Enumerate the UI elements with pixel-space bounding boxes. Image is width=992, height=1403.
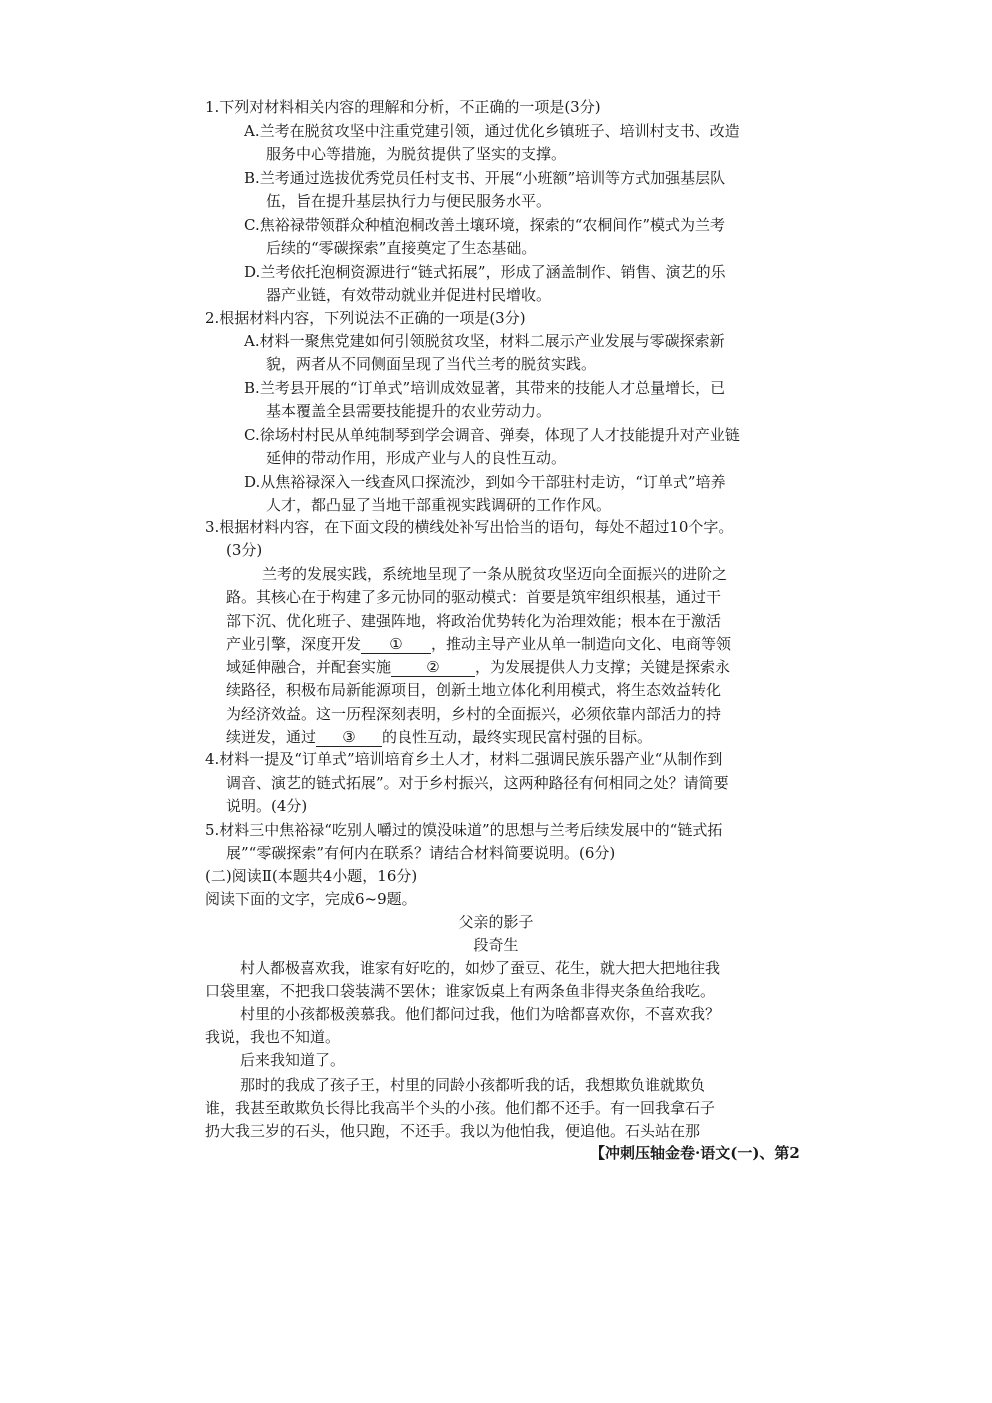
q1-option-b-line2: 伍，旨在提升基层执行力与便民服务水平。 (266, 192, 552, 210)
q1-option-b-line1: B.兰考通过选拔优秀党员任村支书、开展“小班额”培训等方式加强基层队 (244, 169, 726, 187)
q5-line1: 5.材料三中焦裕禄“吃别人嚼过的馍没味道”的思想与兰考后续发展中的“链式拓 (205, 821, 723, 839)
q4-line1: 4.材料一提及“订单式”培训培育乡土人才，材料二强调民族乐器产业“从制作到 (205, 750, 723, 768)
q3-passage-line7: 为经济效益。这一历程深刻表明，乡村的全面振兴，必须依靠内部活力的持 (226, 705, 722, 723)
q5-line2: 展”“零碳探索”有何内在联系？请结合材料简要说明。(6分) (226, 844, 616, 862)
q1-option-d-line2: 器产业链，有效带动就业并促进村民增收。 (266, 286, 552, 304)
q3-passage-line3: 部下沉、优化班子、建强阵地，将政治优势转化为治理效能；根本在于激活 (226, 612, 722, 630)
q1-option-a-line1: A.兰考在脱贫攻坚中注重党建引领，通过优化乡镇班子、培训村支书、改造 (244, 122, 740, 140)
story-author: 段奇生 (473, 936, 519, 954)
story-paragraph-line1: 村人都极喜欢我，谁家有好吃的，如炒了蚕豆、花生，就大把大把地往我 (240, 959, 721, 977)
q1-option-a-line2: 服务中心等措施，为脱贫提供了坚实的支撑。 (266, 145, 567, 163)
q1-option-d-line1: D.兰考依托泡桐资源进行“链式拓展”，形成了涵盖制作、销售、演艺的乐 (244, 263, 726, 281)
q3-passage-line1: 兰考的发展实践，系统地呈现了一条从脱贫攻坚迈向全面振兴的进阶之 (262, 565, 728, 583)
q4-line2: 调音、演艺的链式拓展”。对于乡村振兴，这两种路径有何相同之处？请简要 (226, 774, 729, 792)
q2-stem: 2.根据材料内容，下列说法不正确的一项是(3分) (205, 309, 526, 327)
q3-blank-3[interactable]: ③ (316, 728, 382, 747)
q3-passage-line6: 续路径，积极布局新能源项目，创新土地立体化利用模式，将生态效益转化 (226, 681, 722, 699)
q3-blank-1[interactable]: ① (361, 635, 431, 654)
story-paragraph-line3: 村里的小孩都极羡慕我。他们都问过我，他们为啥都喜欢你，不喜欢我？ (240, 1005, 721, 1023)
q2-option-c-line1: C.徐场村村民从单纯制琴到学会调音、弹奏，体现了人才技能提升对产业链 (244, 426, 740, 444)
q1-stem: 1.下列对材料相关内容的理解和分析，不正确的一项是(3分) (205, 98, 601, 116)
q3-passage-line4b: ，推动主导产业从单一制造向文化、电商等领 (431, 635, 732, 653)
q3-passage-line8a: 续迸发，通过 (226, 728, 317, 746)
q2-option-b-line2: 基本覆盖全县需要技能提升的农业劳动力。 (266, 402, 552, 420)
q3-passage-line5a: 域延伸融合，并配套实施 (226, 658, 392, 676)
page-footer: 【冲刺压轴金卷·语文(一)、第2 (590, 1144, 800, 1162)
q2-option-c-line2: 延伸的带动作用，形成产业与人的良性互动。 (266, 449, 567, 467)
story-paragraph-line5: 后来我知道了。 (240, 1051, 346, 1069)
q2-option-a-line1: A.材料一聚焦党建如何引领脱贫攻坚，材料二展示产业发展与零碳探索新 (244, 332, 725, 350)
story-paragraph-line8: 扔大我三岁的石头，他只跑，不还手。我以为他怕我，便追他。石头站在那 (205, 1122, 701, 1140)
q3-stem: 3.根据材料内容，在下面文段的横线处补写出恰当的语句，每处不超过10个字。 (205, 518, 734, 536)
reading-instruction: 阅读下面的文字，完成6~9题。 (205, 890, 417, 908)
q3-passage-line2: 路。其核心在于构建了多元协同的驱动模式：首要是筑牢组织根基，通过干 (226, 588, 722, 606)
story-paragraph-line6: 那时的我成了孩子王，村里的同龄小孩都听我的话，我想欺负谁就欺负 (240, 1076, 706, 1094)
q3-passage-line5b: ，为发展提供人力支撑；关键是探索永 (475, 658, 731, 676)
story-paragraph-line4: 我说，我也不知道。 (205, 1028, 341, 1046)
q1-option-c-line2: 后续的“零碳探索”直接奠定了生态基础。 (266, 239, 537, 257)
section-heading: (二)阅读Ⅱ(本题共4小题，16分) (205, 867, 418, 885)
story-title: 父亲的影子 (458, 913, 534, 931)
story-paragraph-line2: 口袋里塞，不把我口袋装满不罢休；谁家饭桌上有两条鱼非得夹条鱼给我吃。 (205, 982, 716, 1000)
q3-passage-line8 (226, 726, 652, 748)
q4-line3: 说明。(4分) (226, 797, 308, 815)
q3-passage-line8b: 的良性互动，最终实现民富村强的目标。 (382, 728, 653, 746)
q2-option-a-line2: 貌，两者从不同侧面呈现了当代兰考的脱贫实践。 (266, 355, 597, 373)
q2-option-d-line1: D.从焦裕禄深入一线查风口探流沙，到如今干部驻村走访，“订单式”培养 (244, 473, 726, 491)
q3-blank-2[interactable]: ② (391, 658, 475, 677)
q3-passage-line5 (226, 656, 730, 678)
q1-option-c-line1: C.焦裕禄带领群众种植泡桐改善土壤环境，探索的“农桐间作”模式为兰考 (244, 216, 726, 234)
q3-score: (3分) (226, 541, 263, 559)
q2-option-d-line2: 人才，都凸显了当地干部重视实践调研的工作作风。 (266, 496, 612, 514)
q2-option-b-line1: B.兰考县开展的“订单式”培训成效显著，其带来的技能人才总量增长，已 (244, 379, 726, 397)
q3-passage-line4a: 产业引擎，深度开发 (226, 635, 362, 653)
story-paragraph-line7: 谁，我甚至敢欺负长得比我高半个头的小孩。他们都不还手。有一回我拿石子 (205, 1099, 716, 1117)
q3-passage-line4 (226, 633, 731, 655)
